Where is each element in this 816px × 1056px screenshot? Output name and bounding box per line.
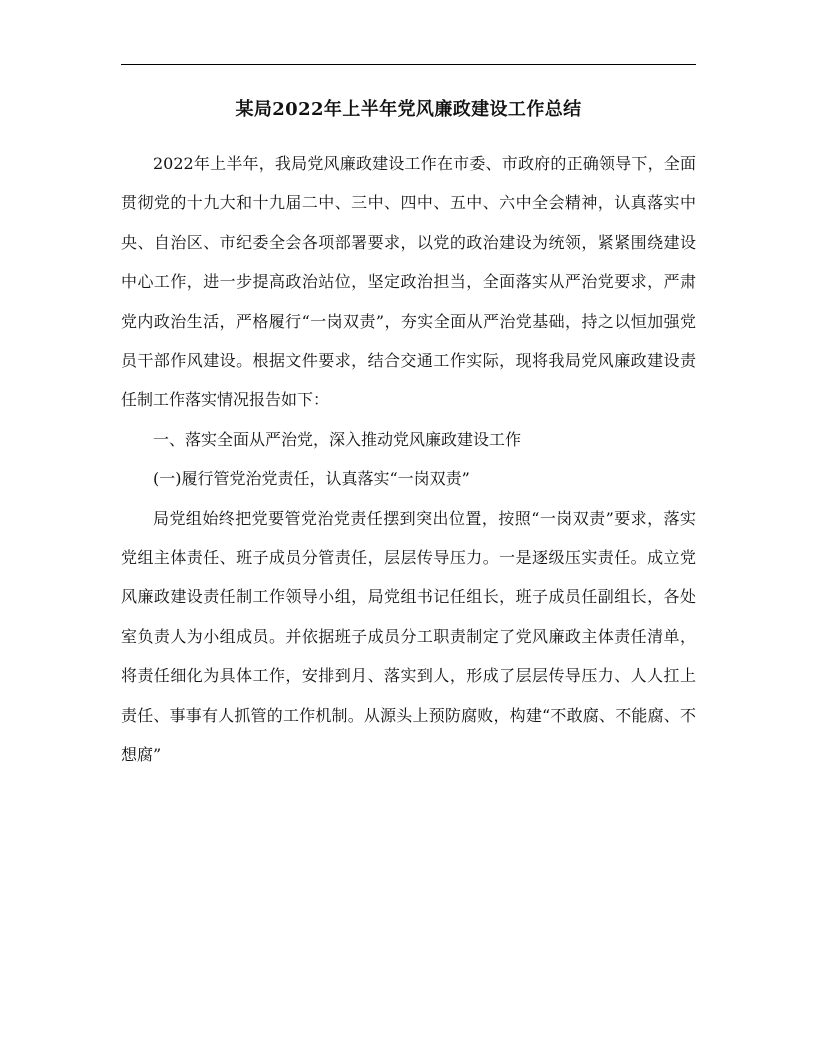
subsection-heading-1: (一)履行管党治党责任，认真落实“一岗双责” [153,469,470,489]
intro-paragraph: 2022年上半年，我局党风廉政建设工作在市委、市政府的正确领导下，全面贯彻党的十九大和十九届二中、三中、四中、五中、六中全会精神，认真落实中央、自治区、市纪委全会各项部署要求，以党的政治建设为统领，紧紧围绕建设中心工作，进一步提高政治站位，坚定政治担当，全面落实从严治党要求，严肃党内政治生活，严格履行“一岗双责”，夯实全面从严治党基础，持之以恒加强党员干部作风建设。根据文件要求，结合交通工作实际，现将我局党风廉政建设责任制工作落实情况报告如下： [121,154,696,410]
section-heading-1: 一、落实全面从严治党，深入推动党风廉政建设工作 [153,429,522,449]
document-body [121,144,696,775]
document-title: 某局2022年上半年党风廉政建设工作总结 [235,99,582,120]
header-rule [121,64,696,65]
body-paragraph: 局党组始终把党要管党治党责任摆到突出位置，按照“一岗双责”要求，落实党组主体责任、班子成员分管责任，层层传导压力。一是逐级压实责任。成立党风廉政建设责任制工作领导小组，局党组书记任组长，班子成员任副组长，各处室负责人为小组成员。并依据班子成员分工职责制定了党风廉政主体责任清单，将责任细化为具体工作，安排到月、落实到人，形成了层层传导压力、人人扛上责任、事事有人抓管的工作机制。从源头上预防腐败，构建“不敢腐、不能腐、不想腐” [121,508,696,765]
